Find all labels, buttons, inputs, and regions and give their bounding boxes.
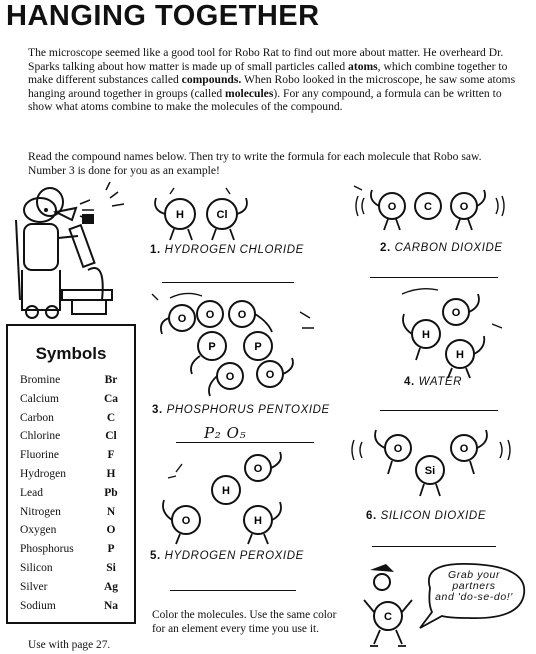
molecule-1-diagram: [150, 186, 270, 246]
compound-2-name: CARBON DIOXIDE: [394, 242, 503, 254]
molecule-2-diagram: [352, 180, 522, 240]
molecule-3-atom-1: O: [177, 313, 187, 325]
compound-2-number: 2.: [380, 242, 391, 254]
molecule-2-atom-2: C: [424, 201, 432, 213]
symbol-row: [20, 374, 130, 386]
symbol-row: [20, 562, 130, 574]
intro-text-2: , which combine together to make different substances called: [28, 59, 508, 87]
element-name: Sodium: [20, 599, 56, 612]
compound-4-label: [404, 376, 462, 388]
speech-bubble-text: [434, 570, 514, 603]
speech-bubble-line-2: partners: [452, 580, 496, 592]
element-name: Fluorine: [20, 449, 59, 462]
symbols-table: [6, 324, 136, 624]
element-symbol: Na: [103, 599, 119, 612]
molecule-3-atom-7: O: [265, 369, 275, 381]
molecule-3-diagram: [150, 288, 330, 404]
symbol-row: [20, 468, 130, 480]
compound-6-number: 6.: [366, 510, 377, 522]
element-symbol: Br: [104, 374, 118, 386]
compound-5-label: [150, 550, 304, 562]
element-symbol: P: [107, 543, 115, 556]
molecule-1-atom-1: H: [176, 209, 184, 221]
compound-3-answer: P₂ O₅: [204, 424, 247, 442]
element-symbol: Ca: [103, 392, 119, 405]
molecule-6-diagram: [346, 426, 526, 506]
molecule-5-atom-3: O: [181, 515, 191, 527]
symbol-row: [20, 412, 130, 424]
robo-rat-microscope-illustration: [2, 180, 137, 325]
element-symbol: O: [106, 524, 116, 537]
element-symbol: Cl: [105, 430, 117, 443]
molecule-4-atom-1: O: [451, 307, 461, 319]
use-with-note: Use with page 27.: [28, 639, 111, 651]
compound-4-name: WATER: [418, 376, 463, 388]
molecule-3-atom-3: O: [237, 309, 247, 321]
compound-5-name: HYDROGEN PEROXIDE: [164, 550, 304, 562]
element-name: Silicon: [20, 562, 53, 574]
molecule-5-atom-1: H: [222, 485, 230, 497]
compound-6-answer-line[interactable]: [372, 546, 496, 547]
cartoon-letter: C: [384, 611, 392, 623]
compound-6-name: SILICON DIOXIDE: [380, 510, 487, 522]
element-name: Silver: [20, 580, 48, 593]
compound-1-label: [150, 244, 304, 256]
intro-text-3: When Robo looked in the microscope, he saw some atoms hanging around together in groups (called: [28, 73, 516, 100]
symbol-row: [20, 600, 130, 612]
compound-3-number: 3.: [152, 404, 163, 416]
compound-4-number: 4.: [404, 376, 415, 388]
page-title: HANGING TOGETHER: [6, 0, 320, 32]
term-atoms: atoms: [348, 59, 378, 73]
molecule-2-atom-1: O: [387, 201, 397, 213]
compound-3-answer-line[interactable]: [176, 442, 314, 443]
symbol-row: [20, 581, 130, 593]
speech-bubble-line-1: Grab your: [447, 569, 501, 581]
symbol-row: [20, 393, 130, 405]
symbol-row: [20, 524, 130, 536]
molecule-2-atom-3: O: [459, 201, 469, 213]
molecule-5-diagram: [156, 450, 306, 550]
element-name: Bromine: [20, 374, 61, 386]
term-molecules: molecules: [225, 86, 274, 100]
element-name: Calcium: [20, 392, 59, 405]
molecule-1-atom-2: Cl: [216, 209, 228, 221]
element-symbol: F: [107, 449, 115, 462]
element-name: Nitrogen: [20, 505, 61, 518]
element-symbol: H: [106, 468, 116, 480]
element-symbol: Pb: [104, 486, 118, 499]
molecule-3-atom-2: O: [205, 309, 215, 321]
element-name: Lead: [20, 486, 43, 499]
molecule-3-atom-4: P: [208, 341, 216, 353]
compound-5-number: 5.: [150, 550, 161, 562]
color-instructions: Color the molecules. Use the same color for an element every time you use it.: [152, 609, 337, 635]
element-symbol: Si: [106, 562, 116, 574]
element-name: Oxygen: [20, 524, 57, 537]
element-name: Chlorine: [20, 430, 61, 443]
compound-3-name: PHOSPHORUS PENTOXIDE: [166, 404, 330, 416]
element-name: Carbon: [20, 411, 54, 424]
molecule-4-diagram: [390, 284, 510, 384]
molecule-4-atom-2: H: [422, 329, 430, 341]
element-symbol: N: [106, 505, 116, 518]
element-symbol: C: [106, 411, 116, 424]
molecule-6-atom-3: O: [459, 443, 469, 455]
compound-1-name: HYDROGEN CHLORIDE: [164, 244, 304, 256]
element-name: Hydrogen: [20, 468, 66, 480]
symbol-row: [20, 430, 130, 442]
molecule-5-atom-2: O: [253, 463, 263, 475]
compound-2-answer-line[interactable]: [370, 277, 498, 278]
molecule-5-atom-4: H: [254, 515, 262, 527]
compound-6-label: [366, 510, 486, 522]
compound-2-label: [380, 242, 503, 254]
molecule-4-atom-3: H: [456, 349, 464, 361]
symbol-row: [20, 543, 130, 555]
molecule-6-atom-1: O: [393, 443, 403, 455]
compound-4-answer-line[interactable]: [380, 410, 498, 411]
molecule-3-atom-5: P: [254, 341, 262, 353]
element-symbol: Ag: [103, 580, 119, 593]
instructions: Read the compound names below. Then try to write the formula for each molecule that Robo saw. Number 3 is done for you as an example!: [28, 150, 482, 177]
compound-1-answer-line[interactable]: [162, 282, 294, 283]
symbol-row: [20, 487, 130, 499]
molecule-3-atom-6: O: [225, 371, 235, 383]
molecule-6-atom-2: Si: [424, 465, 436, 477]
symbol-row: [20, 506, 130, 518]
symbol-row: [20, 449, 130, 461]
symbols-title: Symbols: [35, 344, 107, 363]
compound-5-answer-line[interactable]: [170, 590, 296, 591]
intro-text-4: ). For any compound, a formula can be written to show what atoms combine to make the molecules of the compound.: [28, 86, 502, 114]
element-name: Phosphorus: [20, 543, 74, 556]
speech-bubble-line-3: and 'do-se-do!': [435, 591, 513, 603]
compound-3-label: [152, 404, 330, 416]
intro-text-1: The microscope seemed like a good tool for Robo Rat to find out more about matter. He overheard Dr. Sparks talking about how matter is made up of small particles called: [28, 46, 504, 73]
compound-1-number: 1.: [150, 244, 161, 256]
term-compounds: compounds.: [181, 73, 242, 87]
intro-paragraph: [28, 46, 516, 114]
